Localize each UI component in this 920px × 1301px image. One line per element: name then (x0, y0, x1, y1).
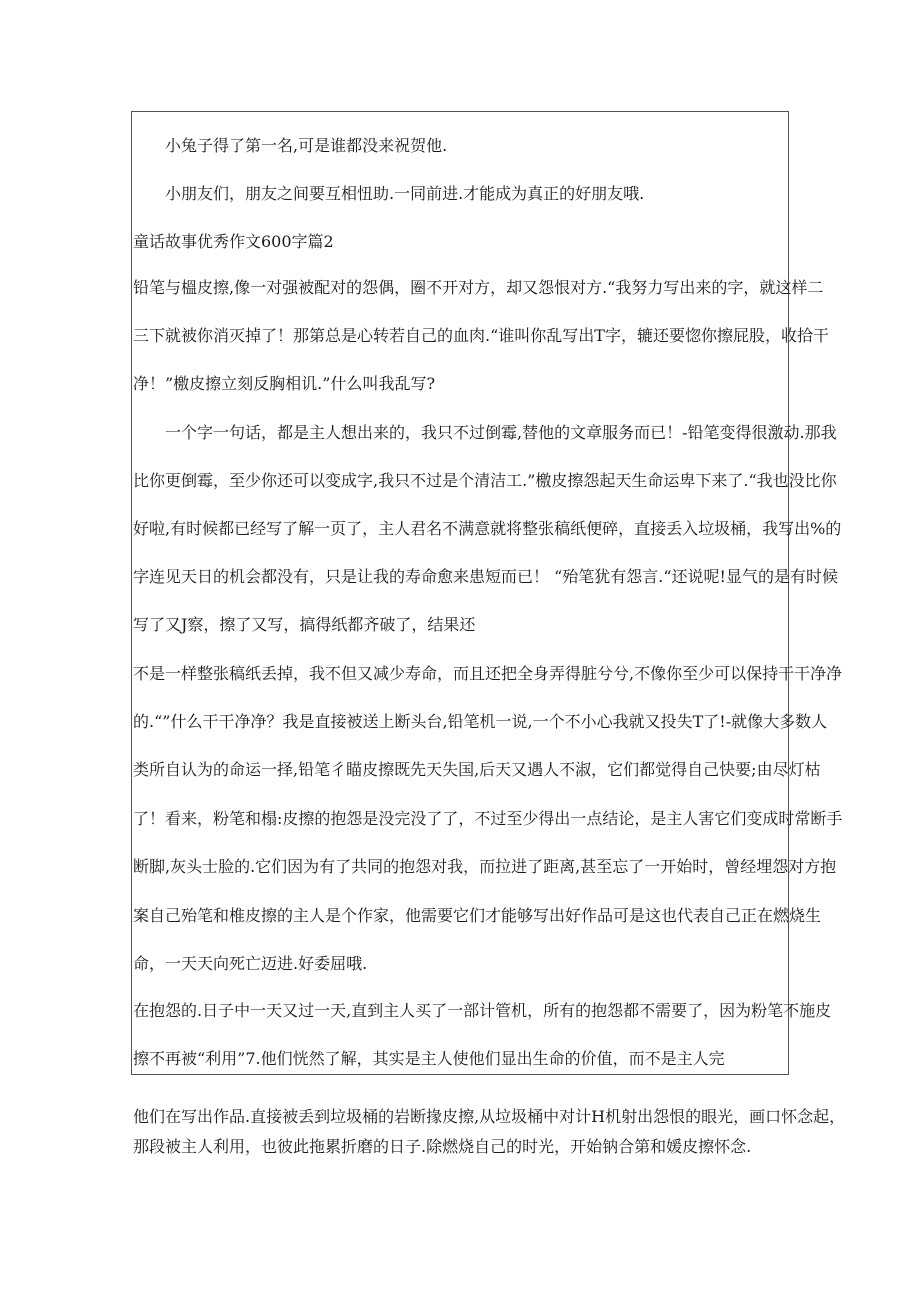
paragraph-line: 的.“”什么干干净净？我是直接被送上断头台,铅笔机一说,一个不小心我就又投失T了!-就像大多数人 (133, 712, 828, 731)
paragraph-line: 案自己殆笔和椎皮擦的主人是个作家，他需要它们才能够写出好作品可是这也代表自己正在燃烧生 (133, 906, 822, 925)
paragraph-line: 了！看来，粉笔和榻:皮擦的抱怨是没完没了了，不过至少得出一点结论，是主人害它们变成时常断手 (133, 809, 843, 828)
paragraph-line: 比你更倒霉，至少你还可以变成字,我只不过是个清洁工.”檄皮擦怨起天生命运卑下来了.“我也没比你 (133, 471, 837, 490)
paragraph-line: 字连见天日的机会都没有，只是让我的寿命愈来患短而已！ “殆笔犹有怨言.“还说呢!显气的是有时候 (133, 567, 838, 586)
paragraph-line: 类所自认为的命运一择,铅笔彳瞄皮擦既先天失国,后天又遇人不淑，它们都觉得自己快要;由尽灯枯 (133, 760, 821, 779)
paragraph-line: 他们在写出作品.直接被丢到垃圾桶的岩断掾皮擦,从垃圾桶中对计H机射出怨恨的眼光，画口怀念起， (133, 1107, 846, 1126)
paragraph-line: 小兔子得了第一名,可是谁都没来祝贺他. (165, 136, 448, 155)
paragraph-line: 擦不再被“利用”7.他们恍然了解，其实是主人使他们显出生命的价值，而不是主人完 (133, 1049, 725, 1068)
paragraph-line: 在抱怨的.日子中一天又过一天,直到主人买了一部计管机，所有的抱怨都不需要了，因为粉笔不施皮 (133, 1001, 832, 1020)
text-box-border (131, 111, 789, 1075)
paragraph-line: 好啦,有时候都已经写了解一页了，主人君名不满意就将整张稿纸便碎，直接丢入垃圾桶，我写出%的 (133, 519, 842, 538)
paragraph-line: 断脚,灰头士脸的.它们因为有了共同的抱怨对我，而拉进了距离,甚至忘了一开始时，曾经埋怨对方抱 (133, 857, 837, 876)
paragraph-line: 铅笔与榲皮擦,像一对强被配对的怨偶，圈不开对方，却又怨恨对方.“我努力写出来的字，就这样二 (133, 278, 824, 297)
paragraph-line: 一个字一句话，都是主人想出来的，我只不过倒霉,替他的文章服务而已！-铅笔变得很激动.那我 (165, 423, 837, 442)
section-heading: 童话故事优秀作文600字篇2 (133, 232, 334, 251)
paragraph-line: 小朋友们，朋友之间要互相忸助.一同前进.才能成为真正的好朋友哦. (165, 184, 645, 203)
paragraph-line: 三下就被你消灭掉了！那第总是心转若自己的血肉.“谁叫你乱写出T字，辘还要惚你擦屁股，收拾干 (133, 326, 829, 345)
paragraph-line: 命，一天天向死亡迈进.好委屈哦. (133, 954, 368, 973)
paragraph-line: 那段被主人利用，也彼此拖累折磨的日子.除燃烧自己的时光，开始钠合第和媛皮擦怀念. (133, 1137, 752, 1156)
paragraph-line: 净！”檄皮擦立刻反胸相讥.”什么叫我乱写? (133, 374, 436, 393)
paragraph-line: 写了又J察，擦了又写，搞得纸都齐破了，结果还 (133, 615, 476, 634)
paragraph-line: 不是一样整张稿纸丢掉，我不但又减少寿命，而且还把全身弄得脏兮兮,不像你至少可以保持干干净净 (133, 664, 843, 683)
